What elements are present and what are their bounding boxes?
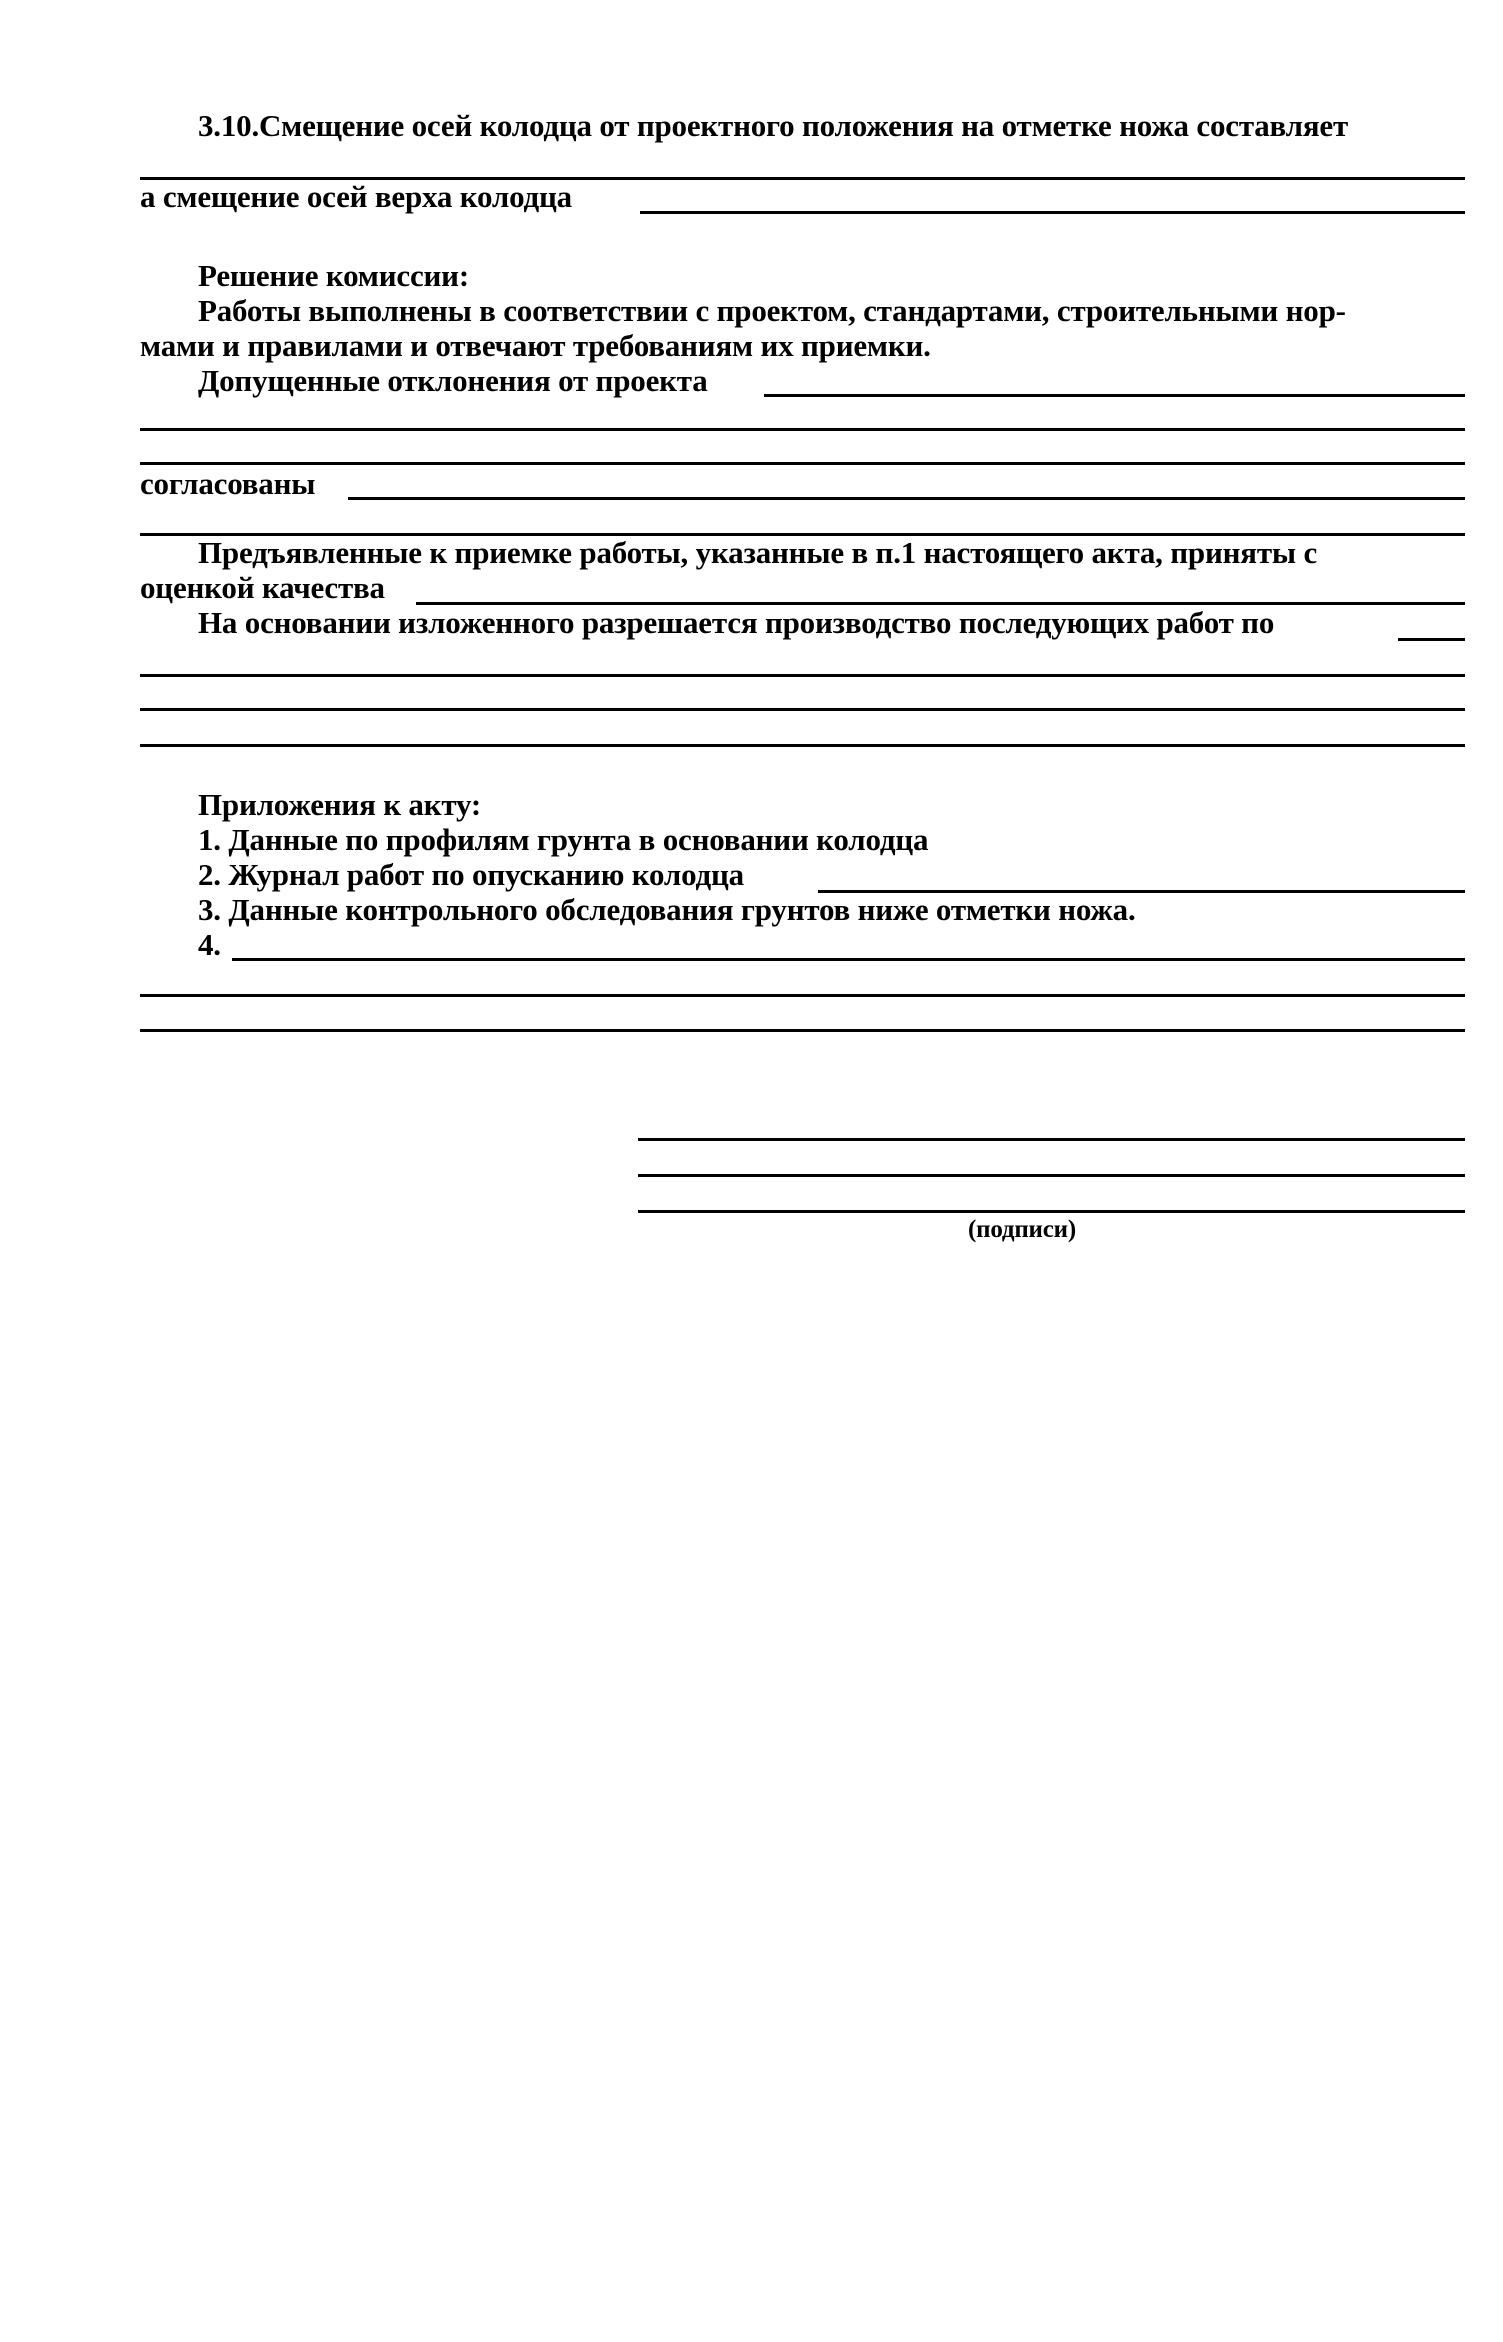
blank-line [140,744,1465,747]
section-3-10-line1: 3.10.Смещение осей колодца от проектного положения на отметке ножа составляет [198,108,1349,143]
decision-paragraph-line1: Работы выполнены в соответствии с проектом, стандартами, строительными нор- [198,293,1346,328]
permission-text: На основании изложенного разрешается производство последующих работ по [198,605,1275,640]
blank-line [140,708,1465,711]
decision-paragraph-line2: мами и правилами и отвечают требованиям их приемки. [140,328,931,363]
blank-line [140,674,1465,677]
appendix-item: 1. Данные по профилям грунта в основании колодца [198,822,929,857]
signatures-caption: (подписи) [968,1216,1076,1243]
blank-line [764,394,1465,397]
section-3-10-line2: а смещение осей верха колодца [140,179,572,214]
appendices-heading: Приложения к акту: [198,787,482,822]
appendix-item: 2. Журнал работ по опусканию колодца [198,857,744,892]
blank-line [140,462,1465,465]
blank-line [640,211,1465,214]
blank-line [140,428,1465,431]
acceptance-line1: Предъявленные к приемке работы, указанные в п.1 настоящего акта, приняты с [198,535,1318,570]
decision-heading: Решение комиссии: [198,258,469,293]
signature-line [638,1210,1465,1213]
appendix-item: 4. [198,927,221,962]
blank-line [140,994,1465,997]
blank-line [348,497,1465,500]
blank-line [140,1029,1465,1032]
blank-line [1398,638,1465,641]
acceptance-line2: оценкой качества [140,570,385,605]
signature-line [638,1174,1465,1177]
appendix-item: 3. Данные контрольного обследования грунтов ниже отметки ножа. [198,892,1136,927]
blank-line [232,958,1465,961]
agreed-label: согласованы [140,466,316,501]
signature-line [638,1138,1465,1141]
deviations-label: Допущенные отклонения от проекта [198,363,708,398]
